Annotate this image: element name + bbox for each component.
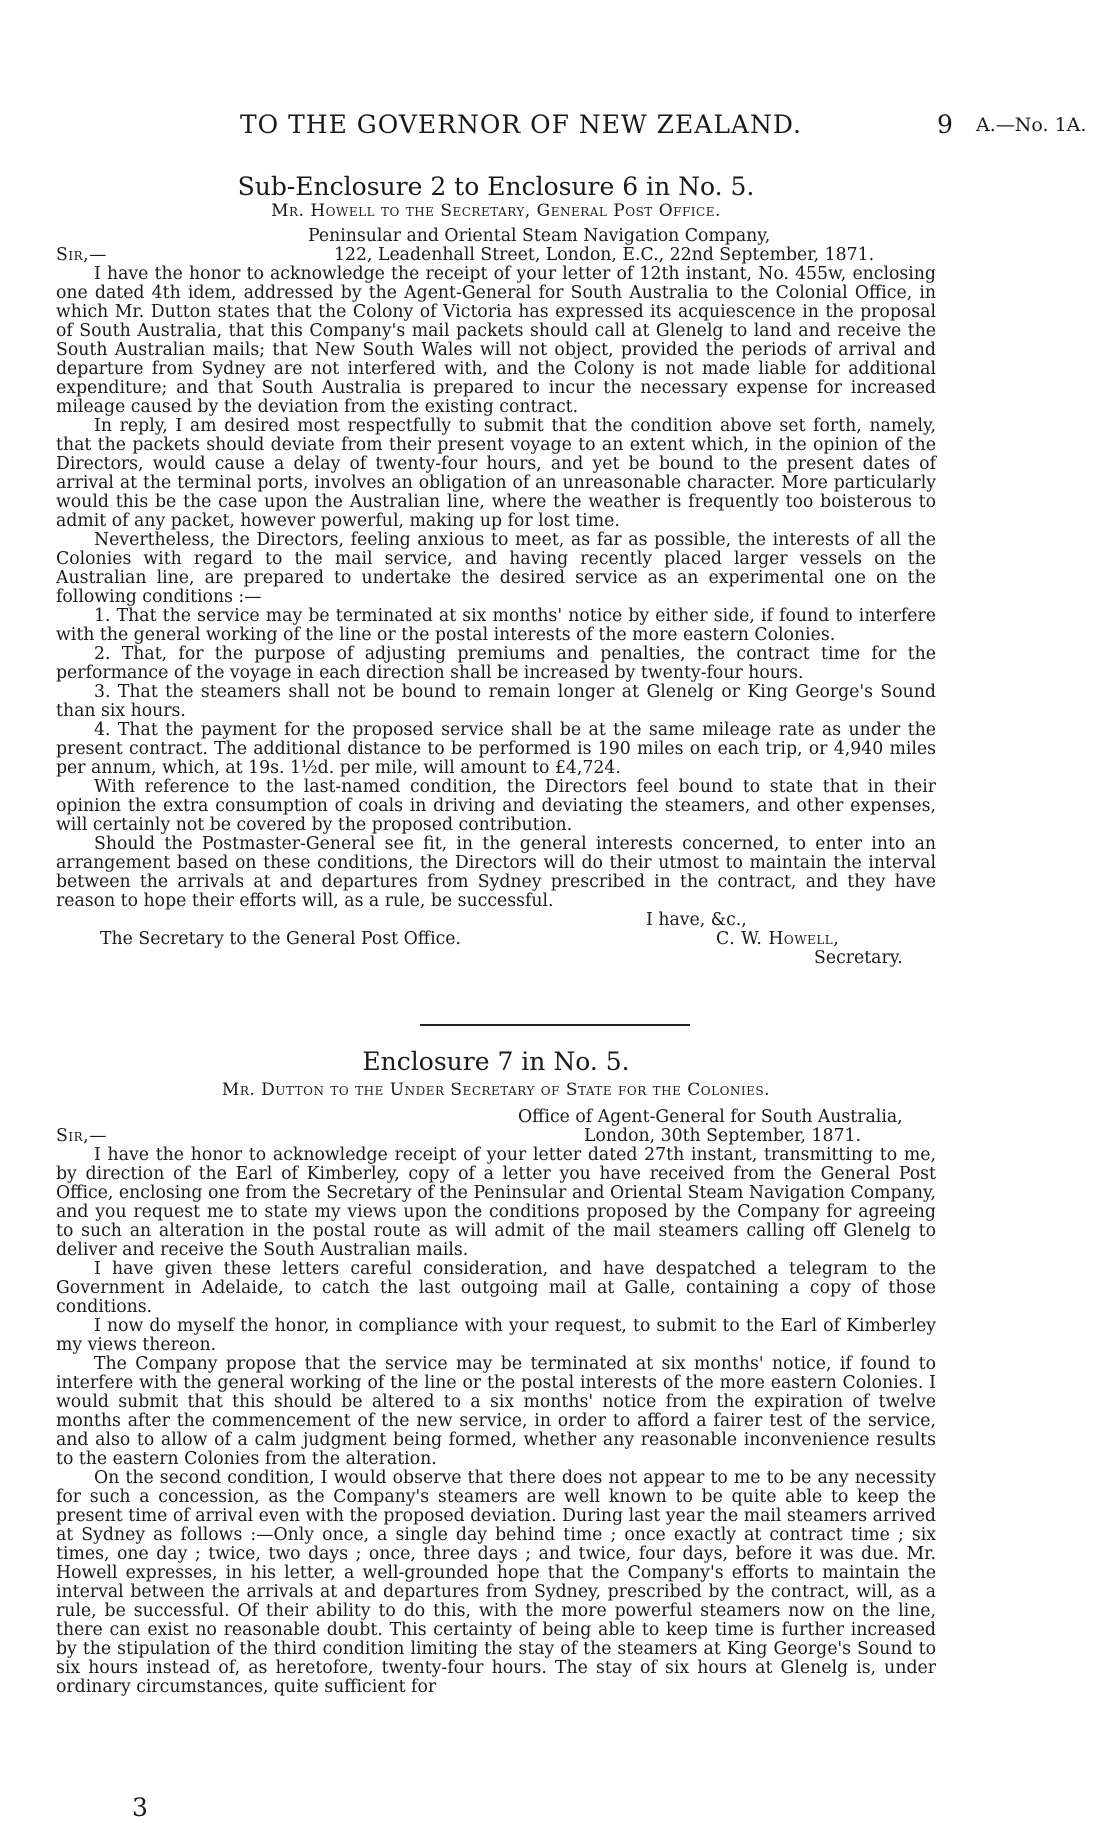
signatory-title: Secretary. [814,948,903,968]
paragraph: I now do myself the honor, in compliance with your request, to submit to the Earl of Kimberley my views thereon. [56,1316,936,1355]
address-line-1: Peninsular and Oriental Steam Navigation Company, [308,226,771,246]
signature-block [56,911,936,969]
condition-item: 1. That the service may be terminated at six months' notice by either side, if found to interfere with the general working of the line or the postal interests of the more eastern Colonies. [56,606,936,645]
address-block [56,1108,936,1127]
paragraph: I have the honor to acknowledge receipt of your letter dated 27th instant, transmitting to me, by direction of the Earl of Kimberley, copy of a letter you have received from the General Post Office, enclosing one from the Secretary of the Peninsular and Oriental Steam Navigation Company, and you request me to state my views upon the conditions proposed by the Company for agreeing to such an alteration in the postal route as will admit of the mail steamers calling off Glenelg to deliver and receive the South Australian mails. [56,1145,936,1260]
condition-item: 2. That, for the purpose of adjusting premiums and penalties, the contract time for the performance of the voyage in each direction shall be increased by twenty-four hours. [56,644,936,683]
enclosure-letter [56,1047,936,1697]
sheet-number: 3 [132,1793,148,1822]
paragraph: On the second condition, I would observe that there does not appear to me to be any necessity for such a concession, as the Company's steamers are well known to be quite able to keep the present time of arrival even with the proposed deviation. During last year the mail steamers arrived at Sydney as follows :—Only once, a single day behind time ; once exactly at contract time ; six times, one day ; twice, two days ; once, three days ; and twice, four days, before it was due. Mr. Howell expresses, in his letter, a well-grounded hope that the Company's efforts to maintain the interval between the arrivals at and departures from Sydney, prescribed by the contract, will, as a rule, be successful. Of their ability to do this, with the more powerful steamers now on the line, there can exist no reasonable doubt. This certainty of being able to keep time is further increased by the stipulation of the third condition limiting the stay of the steamers at King George's Sound to six hours instead of, as heretofore, twenty-four hours. The stay of six hours at Glenelg is, under ordinary circumstances, quite sufficient for [56,1468,936,1697]
recipient: The Secretary to the General Post Office. [100,929,461,949]
salutation: Sir,— [56,245,107,265]
sub-enclosure-letter [56,172,936,969]
paragraph: With reference to the last-named condition, the Directors feel bound to state that in their opinion the extra consumption of coals in driving and deviating the steamers, and other expenses, will certainly not be covered by the proposed contribution. [56,777,936,835]
address-row [56,246,936,265]
section-divider [420,1024,690,1026]
paragraph: I have given these letters careful consideration, and have despatched a telegram to the Government in Adelaide, to catch the last outgoing mail at Galle, containing a copy of those conditions. [56,1259,936,1317]
running-head [0,110,1114,144]
sub-enclosure-heading: Sub-Enclosure 2 to Enclosure 6 in No. 5. [237,172,755,201]
address-row [56,1127,936,1146]
address-line-1: Office of Agent-General for South Australia, [518,1107,903,1127]
paper-reference: A.—No. 1A. [976,114,1087,136]
paragraph: I have the honor to acknowledge the receipt of your letter of 12th instant, No. 455w, enclosing one dated 4th idem, addressed by the Agent-General for South Australia to the Colonial Office, in which Mr. Dutton states that the Colony of Victoria has expressed its acquiescence in the proposal of South Australia, that this Company's mail packets should call at Glenelg to land and receive the South Australian mails; that New South Wales will not object, provided the periods of arrival and departure from Sydney are not interfered with, and the Colony is not made liable for additional expenditure; and that South Australia is prepared to incur the necessary expense for increased mileage caused by the deviation from the existing contract. [56,264,936,417]
condition-item: 3. That the steamers shall not be bound to remain longer at Glenelg or King George's Sound than six hours. [56,682,936,721]
paragraph: Nevertheless, the Directors, feeling anxious to meet, as far as possible, the interests of all the Colonies with regard to the mail service, and having recently placed larger vessels on the Australian line, are prepared to undertake the desired service as an experimental one on the following conditions :— [56,530,936,607]
address-line-2: London, 30th September, 1871. [584,1126,861,1146]
closing: I have, &c., [646,910,747,930]
sub-enclosure-subheading: Mr. Howell to the Secretary, General Post Office. [271,201,721,221]
enclosure-subheading: Mr. Dutton to the Under Secretary of State for the Colonies. [221,1080,771,1100]
address-line-2: 122, Leadenhall Street, London, E.C., 22nd September, 1871. [334,245,875,265]
paragraph: The Company propose that the service may be terminated at six months' notice, if found to interfere with the general working of the line or the postal interests of the more eastern Colonies. I would submit that this should be altered to a six months' notice from the expiration of twelve months after the commencement of the new service, in order to afford a fairer test of the service, and also to allow of a calm judgment being formed, whether any reasonable inconvenience results to the eastern Colonies from the alteration. [56,1354,936,1469]
salutation: Sir,— [56,1126,107,1146]
page-number: 9 [937,110,953,139]
paragraph: In reply, I am desired most respectfully to submit that the condition above set forth, namely, that the packets should deviate from their present voyage to an extent which, in the opinion of the Directors, would cause a delay of twenty-four hours, and yet be bound to the present dates of arrival at the terminal ports, involves an obligation of an unreasonable character. More particularly would this be the case upon the Australian line, where the weather is frequently too boisterous to admit of any packet, however powerful, making up for lost time. [56,416,936,531]
condition-item: 4. That the payment for the proposed service shall be at the same mileage rate as under the present contract. The additional distance to be performed is 190 miles on each trip, or 4,940 miles per annum, which, at 19s. 1½d. per mile, will amount to £4,724. [56,720,936,778]
page-title: TO THE GOVERNOR OF NEW ZEALAND. [240,110,802,139]
signatory-name: C. W. Howell, [716,929,840,949]
enclosure-heading: Enclosure 7 in No. 5. [362,1047,630,1076]
address-block [56,227,936,246]
paragraph: Should the Postmaster-General see fit, in the general interests concerned, to enter into an arrangement based on these conditions, the Directors will do their utmost to maintain the interval between the arrivals at and departures from Sydney prescribed in the contract, and they have reason to hope their efforts will, as a rule, be successful. [56,834,936,911]
